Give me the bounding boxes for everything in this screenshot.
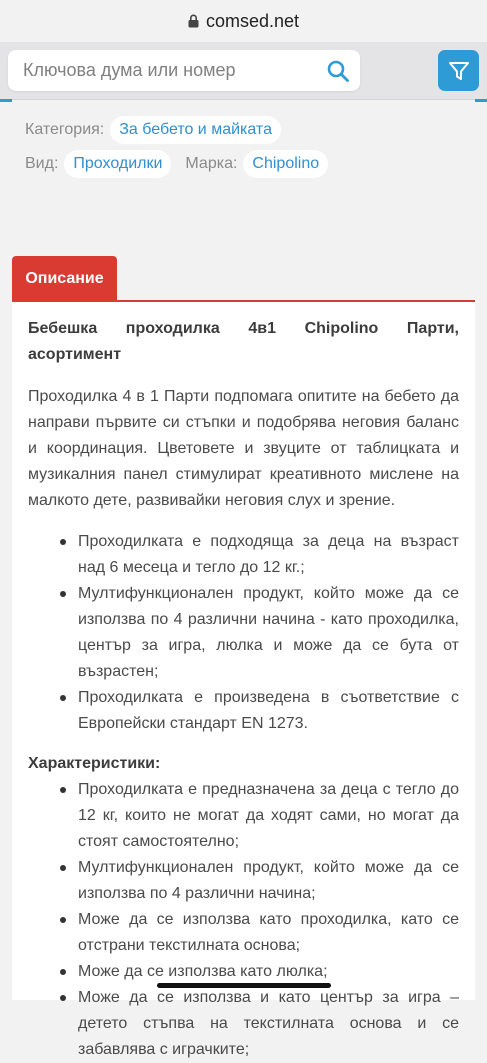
type-label: Вид: xyxy=(25,155,59,172)
category-label: Категория: xyxy=(25,121,105,138)
search-input[interactable] xyxy=(23,60,326,81)
search-bar-row xyxy=(0,42,487,100)
list-item: Мултифункционален продукт, който може да се използва по 4 различни начина - като проходилка, център за игра, люлка и може да се бута от възрастен; xyxy=(78,581,459,685)
type-brand-row xyxy=(25,150,462,178)
product-meta xyxy=(0,100,487,178)
search-box xyxy=(8,50,360,91)
list-item: Може да се използва като проходилка, като се отстрани текстилната основа; xyxy=(78,907,459,959)
list-item: Проходилката е предназначена за деца с тегло до 12 кг, които не могат да ходят сами, но могат да стоят самостоятелно; xyxy=(78,777,459,855)
type-link[interactable]: Проходилки xyxy=(64,150,171,178)
category-link[interactable]: За бебето и майката xyxy=(110,116,281,144)
category-row xyxy=(25,116,462,144)
product-intro: Проходилка 4 в 1 Парти подпомага опитите на бебето да направи първите си стъпки и подобрява неговия баланс и координация. Цветовете и звуците от таблицката и музикалния панел стимулират креативното мислене на малкото дете, развивайки неговия слух и зрение. xyxy=(28,388,459,509)
features-list xyxy=(28,777,459,1063)
list-item: Проходилката е подходяща за деца на възраст над 6 месеца и тегло до 12 кг.; xyxy=(78,529,459,581)
brand-label: Марка: xyxy=(185,155,238,172)
tab-description[interactable]: Описание xyxy=(12,256,117,301)
filter-button[interactable] xyxy=(438,50,479,91)
accent-bar-right xyxy=(475,99,487,102)
list-item: Мултифункционален продукт, който може да се използва по 4 различни начина; xyxy=(78,855,459,907)
search-icon[interactable] xyxy=(326,59,350,83)
bullet-list xyxy=(28,529,459,737)
brand-link[interactable]: Chipolino xyxy=(243,150,328,178)
browser-url: comsed.net xyxy=(205,10,300,31)
list-item: Проходилката е произведена в съответствие с Европейски стандарт EN 1273. xyxy=(78,685,459,737)
product-title: Бебешка проходилка 4в1 Chipolino Парти, асортимент xyxy=(28,320,459,363)
list-item: Може да се използва като люлка; xyxy=(78,959,459,985)
browser-address-bar[interactable] xyxy=(0,0,487,42)
home-indicator[interactable] xyxy=(157,983,331,988)
filter-icon xyxy=(447,59,471,83)
list-item: Може да се използва и като център за игра – детето стъпва на текстилната основа и се забавлява с играчките; xyxy=(78,985,459,1063)
accent-bar-left xyxy=(0,99,12,102)
lock-icon xyxy=(188,14,199,28)
description-panel xyxy=(12,302,475,1058)
features-heading: Характеристики: xyxy=(28,755,161,772)
